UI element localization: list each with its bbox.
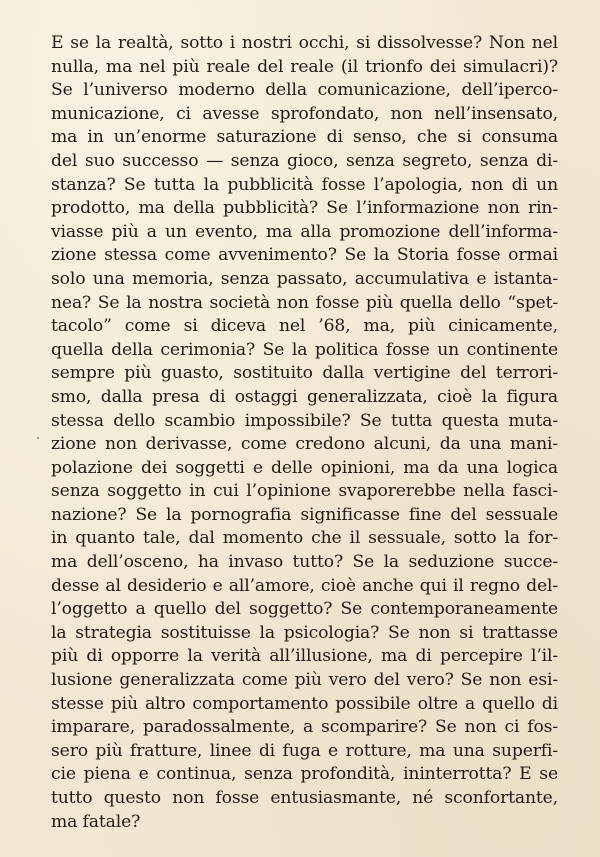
text-line: desse al desiderio e all’amore, cioè anche qui il regno del- [51,575,558,596]
text-line: ma in un’enorme saturazione di senso, che si consuma [51,127,558,148]
text-line: nazione? Se la pornografia significasse fine del sessuale [51,504,558,525]
text-line: cie piena e continua, senza profondità, ininterrotta? E se [51,764,558,785]
text-line: prodotto, ma della pubblicità? Se l’informazione non rin- [51,198,558,219]
text-line: Se l’universo moderno della comunicazione, dell’iperco- [51,80,558,101]
text-line: solo una memoria, senza passato, accumulativa e istanta- [51,268,558,289]
text-line: più di opporre la verità all’illusione, ma di percepire l’il- [51,646,558,667]
text-line: del suo successo — senza gioco, senza segreto, senza di- [51,150,558,171]
text-line: ma dell’osceno, ha invaso tutto? Se la seduzione succe- [51,552,558,573]
text-line: in quanto tale, dal momento che il sessuale, sotto la for- [51,528,558,549]
text-block [51,32,558,834]
text-line: municazione, ci avesse sprofondato, non nell’insensato, [51,103,558,124]
text-line: zione non derivasse, come credono alcuni, da una mani- [51,434,558,455]
text-line: sero più fratture, linee di fuga e rotture, ma una superfi- [51,740,558,761]
text-line: stessa dello scambio impossibile? Se tutta questa muta- [51,410,558,431]
text-line: E se la realtà, sotto i nostri occhi, si dissolvesse? Non nel [51,33,558,53]
text-line: nea? Se la nostra società non fosse più quella dello “spet- [51,292,558,313]
text-line: smo, dalla presa di ostaggi generalizzata, cioè la figura [51,386,558,407]
text-line: la strategia sostituisse la psicologia? Se non si trattasse [51,622,558,643]
text-line: l’oggetto a quello del soggetto? Se contemporaneamente [51,599,558,620]
text-line: imparare, paradossalmente, a scomparire? Se non ci fos- [51,717,558,738]
text-line: stanza? Se tutta la pubblicità fosse l’apologia, non di un [51,174,558,195]
text-line: tacolo” come si diceva nel ’68, ma, più cinicamente, [51,316,558,337]
text-line: nulla, ma nel più reale del reale (il trionfo dei simulacri)? [51,56,558,77]
text-line: viasse più a un evento, ma alla promozione dell’informa- [51,221,558,242]
text-line: tutto questo non fosse entusiasmante, né sconfortante, [51,788,558,808]
text-line: polazione dei soggetti e delle opinioni, ma da una logica [51,457,558,478]
text-line: zione stessa come avvenimento? Se la Storia fosse ormai [51,245,558,266]
text-line: quella della cerimonia? Se la politica fosse un continente [51,339,558,360]
text-line: lusione generalizzata come più vero del vero? Se non esi- [51,670,558,691]
text-line: stesse più altro comportamento possibile oltre a quello di [51,693,558,714]
paper-speck [37,437,39,439]
text-line: sempre più guasto, sostituito dalla vertigine del terrori- [51,363,558,384]
text-line: senza soggetto in cui l’opinione svaporerebbe nella fasci- [51,481,558,502]
text-line-last: ma fatale? [51,811,141,832]
